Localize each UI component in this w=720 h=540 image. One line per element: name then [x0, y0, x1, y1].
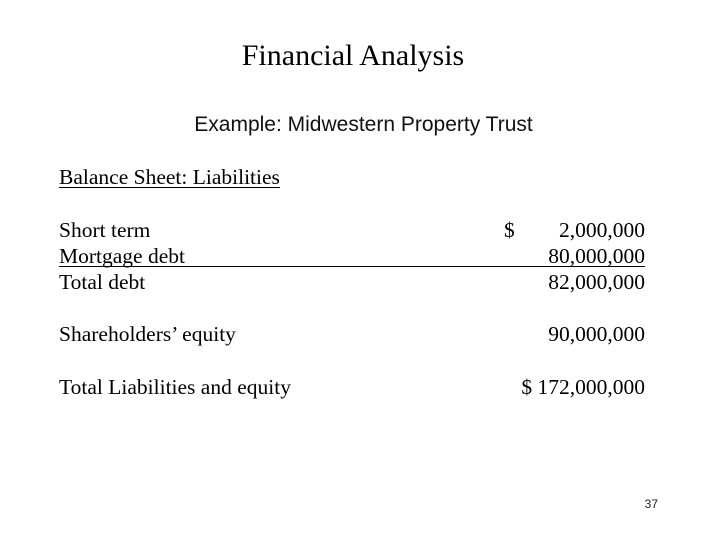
row-label: Mortgage debt — [59, 244, 185, 268]
row-amount: 82,000,000 — [548, 270, 645, 294]
row-amount: 2,000,000 — [559, 218, 645, 242]
row-amount: 90,000,000 — [548, 322, 645, 346]
example-subtitle: Example: Midwestern Property Trust — [194, 113, 533, 136]
slide-title: Financial Analysis — [241, 39, 465, 72]
currency-symbol: $ — [504, 218, 515, 242]
row-amount: 80,000,000 — [548, 244, 645, 268]
row-label: Total Liabilities and equity — [59, 375, 291, 399]
row-amount: $ 172,000,000 — [521, 375, 645, 399]
page-number: 37 — [644, 497, 658, 511]
shareholders-equity-row — [59, 321, 645, 347]
total-liabilities-equity-row — [59, 374, 645, 400]
short-term-row — [59, 217, 645, 243]
balance-sheet-heading: Balance Sheet: Liabilities — [59, 165, 280, 189]
row-label: Shareholders’ equity — [59, 322, 236, 346]
total-debt-row — [59, 269, 645, 295]
row-label: Total debt — [59, 270, 146, 294]
row-label: Short term — [59, 218, 151, 242]
subtotal-rule — [59, 266, 645, 267]
